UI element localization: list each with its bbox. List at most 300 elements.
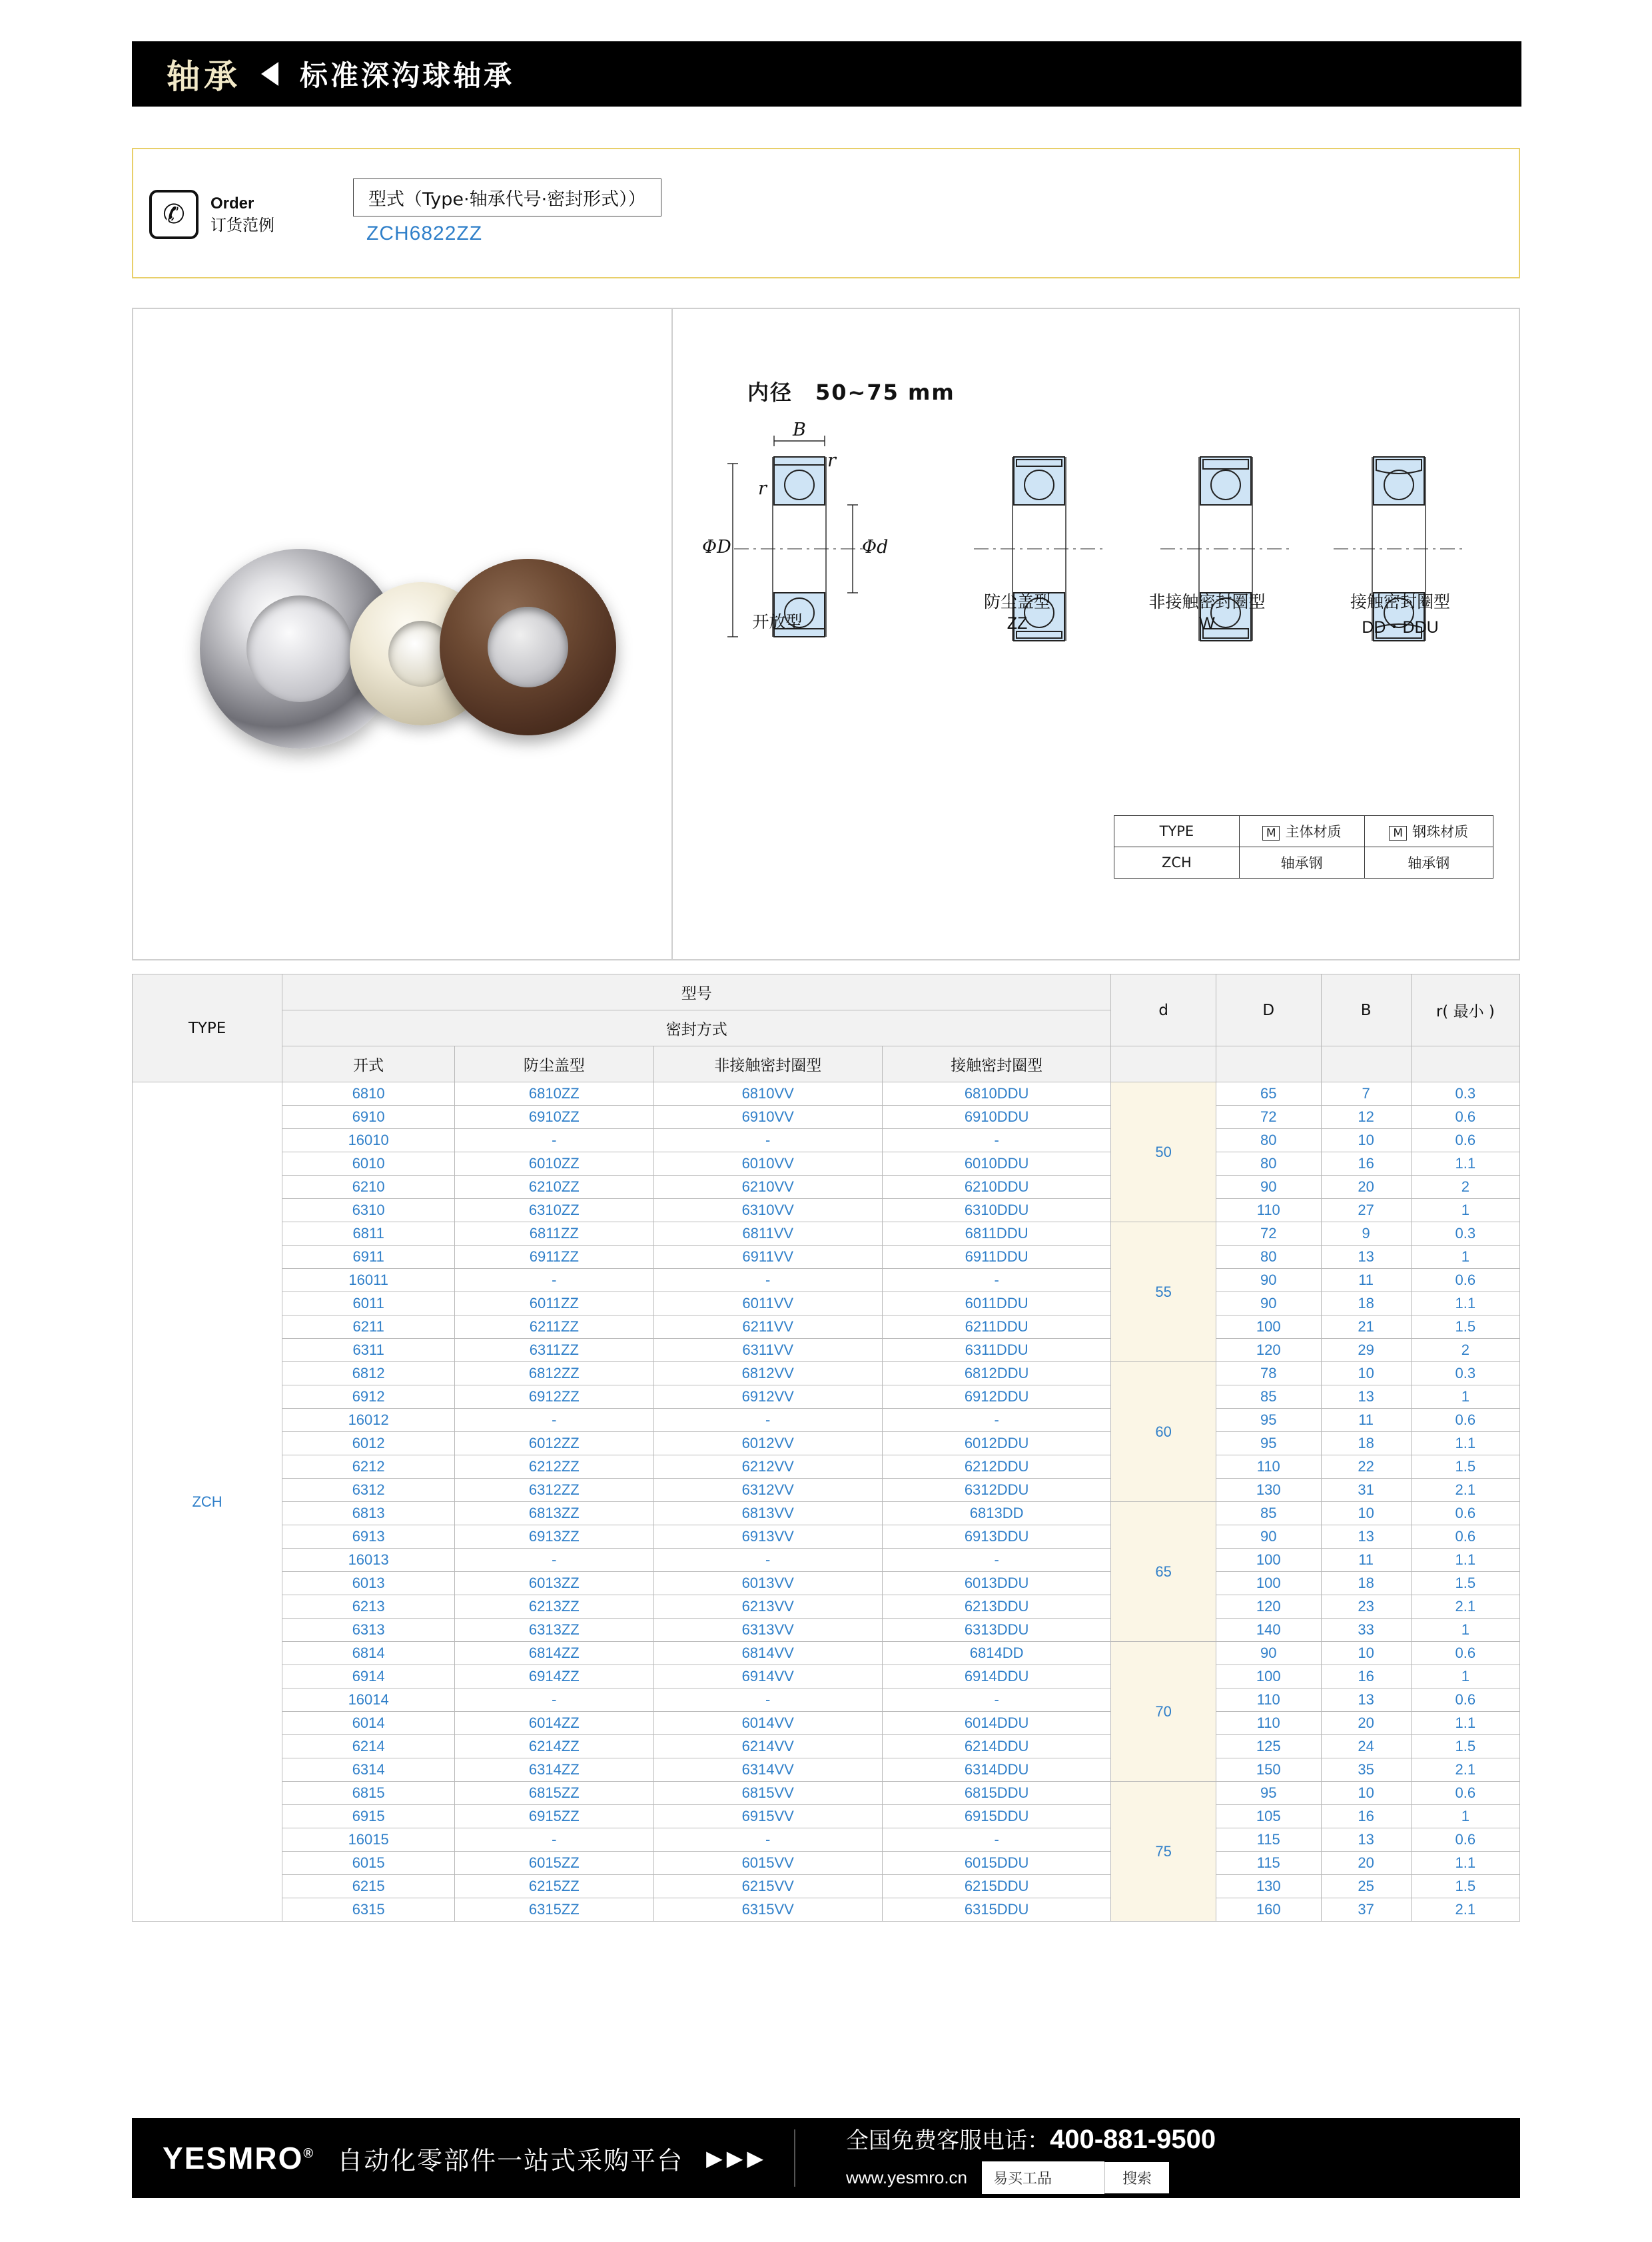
- cell-vv: 6013VV: [653, 1572, 882, 1595]
- diagram-panel: [674, 309, 1520, 959]
- cell-ddu: 6313DDU: [882, 1619, 1110, 1642]
- cell-open: 6913: [282, 1525, 455, 1549]
- cell-D: 105: [1216, 1805, 1321, 1828]
- cell-type: ZCH: [133, 1082, 282, 1922]
- cell-open: 6011: [282, 1292, 455, 1315]
- material-table: [1114, 815, 1493, 879]
- cell-B: 24: [1321, 1735, 1411, 1758]
- cell-B: 9: [1321, 1222, 1411, 1246]
- table-row: [133, 1758, 1520, 1782]
- cell-zz: -: [455, 1688, 653, 1712]
- cell-vv: 6813VV: [653, 1502, 882, 1525]
- cell-vv: 6214VV: [653, 1735, 882, 1758]
- cell-ddu: 6811DDU: [882, 1222, 1110, 1246]
- table-row: [133, 1339, 1520, 1362]
- cell-vv: 6914VV: [653, 1665, 882, 1688]
- footer-tel: [846, 2122, 1216, 2155]
- cell-B: 10: [1321, 1642, 1411, 1665]
- material-row-body: 轴承钢: [1239, 847, 1364, 879]
- cell-B: 33: [1321, 1619, 1411, 1642]
- cell-vv: 6311VV: [653, 1339, 882, 1362]
- footer-slogan: 自动化零部件一站式采购平台: [337, 2145, 684, 2175]
- table-row: [133, 1455, 1520, 1479]
- table-row: [133, 1292, 1520, 1315]
- cell-vv: 6212VV: [653, 1455, 882, 1479]
- table-row: [133, 1735, 1520, 1758]
- table-row: [133, 1269, 1520, 1292]
- cell-zz: 6813ZZ: [455, 1502, 653, 1525]
- cell-zz: 6310ZZ: [455, 1199, 653, 1222]
- cell-open: 16015: [282, 1828, 455, 1852]
- cell-open: 6814: [282, 1642, 455, 1665]
- caption-open: 开放型: [752, 612, 803, 631]
- cell-D: 95: [1216, 1409, 1321, 1432]
- spec-header-row-3: [133, 1046, 1520, 1082]
- footer-search[interactable]: [982, 2161, 1169, 2194]
- table-row: [133, 1688, 1520, 1712]
- cell-ddu: 6213DDU: [882, 1595, 1110, 1619]
- table-row: [133, 1432, 1520, 1455]
- footer-tel-label: 全国免费客服电话：: [845, 2127, 1050, 2154]
- bearing-seal-photo: [440, 559, 616, 735]
- cell-B: 13: [1321, 1688, 1411, 1712]
- cell-d: 65: [1111, 1502, 1216, 1642]
- bearing-photo: [173, 509, 639, 775]
- cell-zz: 6815ZZ: [455, 1782, 653, 1805]
- cell-open: 6314: [282, 1758, 455, 1782]
- cell-D: 100: [1216, 1572, 1321, 1595]
- material-header-body: [1239, 816, 1364, 847]
- cell-D: 130: [1216, 1479, 1321, 1502]
- diagram-caption-dd: [1300, 309, 1500, 682]
- cell-ddu: 6810DDU: [882, 1082, 1110, 1106]
- cell-r: 0.6: [1411, 1129, 1519, 1152]
- cell-vv: 6312VV: [653, 1479, 882, 1502]
- cell-d: 55: [1111, 1222, 1216, 1362]
- cell-D: 100: [1216, 1549, 1321, 1572]
- cell-r: 0.6: [1411, 1106, 1519, 1129]
- cell-D: 80: [1216, 1246, 1321, 1269]
- cell-open: 6312: [282, 1479, 455, 1502]
- cell-B: 10: [1321, 1782, 1411, 1805]
- cell-open: 6810: [282, 1082, 455, 1106]
- cell-r: 2.1: [1411, 1898, 1519, 1922]
- search-input[interactable]: 易买工品: [982, 2161, 1104, 2194]
- cell-r: 1.1: [1411, 1152, 1519, 1176]
- cell-r: 2.1: [1411, 1479, 1519, 1502]
- table-row: [133, 1106, 1520, 1129]
- cell-B: 29: [1321, 1339, 1411, 1362]
- cell-D: 90: [1216, 1269, 1321, 1292]
- cell-ddu: 6212DDU: [882, 1455, 1110, 1479]
- cell-vv: 6215VV: [653, 1875, 882, 1898]
- cell-ddu: 6012DDU: [882, 1432, 1110, 1455]
- brand-name: YESMRO: [163, 2141, 304, 2175]
- cell-B: 20: [1321, 1176, 1411, 1199]
- spec-table-head: [133, 974, 1520, 1082]
- cell-open: 6012: [282, 1432, 455, 1455]
- cell-open: 16014: [282, 1688, 455, 1712]
- cell-D: 110: [1216, 1688, 1321, 1712]
- cell-B: 20: [1321, 1712, 1411, 1735]
- cell-zz: 6911ZZ: [455, 1246, 653, 1269]
- cell-ddu: 6910DDU: [882, 1106, 1110, 1129]
- cell-B: 16: [1321, 1665, 1411, 1688]
- header-B-blank: [1321, 1046, 1411, 1082]
- table-row: [133, 1479, 1520, 1502]
- cell-B: 10: [1321, 1502, 1411, 1525]
- cell-ddu: 6215DDU: [882, 1875, 1110, 1898]
- material-header-body-label: 主体材质: [1285, 824, 1342, 840]
- cell-D: 110: [1216, 1455, 1321, 1479]
- order-label: [210, 193, 274, 236]
- cell-r: 2.1: [1411, 1758, 1519, 1782]
- cell-ddu: 6911DDU: [882, 1246, 1110, 1269]
- cell-ddu: -: [882, 1549, 1110, 1572]
- material-table-header-row: [1114, 816, 1493, 847]
- cell-D: 100: [1216, 1665, 1321, 1688]
- cell-ddu: 6011DDU: [882, 1292, 1110, 1315]
- phone-icon: [149, 190, 199, 239]
- cell-d: 70: [1111, 1642, 1216, 1782]
- cell-open: 6310: [282, 1199, 455, 1222]
- table-row: [133, 1665, 1520, 1688]
- cell-ddu: 6814DD: [882, 1642, 1110, 1665]
- header-r-blank: [1411, 1046, 1519, 1082]
- cell-zz: 6811ZZ: [455, 1222, 653, 1246]
- cell-r: 1.5: [1411, 1735, 1519, 1758]
- cell-B: 11: [1321, 1409, 1411, 1432]
- cell-ddu: 6013DDU: [882, 1572, 1110, 1595]
- cell-vv: 6014VV: [653, 1712, 882, 1735]
- cell-open: 6311: [282, 1339, 455, 1362]
- cell-r: 1: [1411, 1385, 1519, 1409]
- cell-zz: 6914ZZ: [455, 1665, 653, 1688]
- cell-zz: 6210ZZ: [455, 1176, 653, 1199]
- cell-vv: 6810VV: [653, 1082, 882, 1106]
- diagram-caption-w: [1107, 309, 1307, 682]
- cell-B: 12: [1321, 1106, 1411, 1129]
- cell-D: 80: [1216, 1152, 1321, 1176]
- header-zz: 防尘盖型: [455, 1046, 653, 1082]
- header-d: d: [1111, 974, 1216, 1046]
- table-row: [133, 1082, 1520, 1106]
- cell-ddu: -: [882, 1828, 1110, 1852]
- cell-D: 115: [1216, 1852, 1321, 1875]
- cell-B: 18: [1321, 1292, 1411, 1315]
- table-row: [133, 1176, 1520, 1199]
- cell-vv: 6915VV: [653, 1805, 882, 1828]
- cell-B: 13: [1321, 1385, 1411, 1409]
- header-D: D: [1216, 974, 1321, 1046]
- cell-D: 95: [1216, 1432, 1321, 1455]
- cell-open: 6811: [282, 1222, 455, 1246]
- cell-open: 6014: [282, 1712, 455, 1735]
- cell-vv: 6310VV: [653, 1199, 882, 1222]
- cell-zz: 6015ZZ: [455, 1852, 653, 1875]
- cell-B: 16: [1321, 1805, 1411, 1828]
- diagram-caption-open: [694, 309, 861, 682]
- cell-open: 6213: [282, 1595, 455, 1619]
- cell-zz: 6012ZZ: [455, 1432, 653, 1455]
- cell-B: 27: [1321, 1199, 1411, 1222]
- table-row: [133, 1712, 1520, 1735]
- cell-D: 125: [1216, 1735, 1321, 1758]
- cell-D: 120: [1216, 1595, 1321, 1619]
- cell-vv: 6913VV: [653, 1525, 882, 1549]
- cell-zz: 6215ZZ: [455, 1875, 653, 1898]
- cell-ddu: 6310DDU: [882, 1199, 1110, 1222]
- cell-B: 22: [1321, 1455, 1411, 1479]
- cell-D: 110: [1216, 1199, 1321, 1222]
- cell-B: 20: [1321, 1852, 1411, 1875]
- caption-w: 非接触密封圈型: [1148, 592, 1266, 611]
- cell-r: 0.3: [1411, 1222, 1519, 1246]
- cell-r: 1.1: [1411, 1292, 1519, 1315]
- cell-open: 16010: [282, 1129, 455, 1152]
- cell-ddu: 6315DDU: [882, 1898, 1110, 1922]
- cell-vv: 6912VV: [653, 1385, 882, 1409]
- cell-r: 2.1: [1411, 1595, 1519, 1619]
- cell-B: 13: [1321, 1525, 1411, 1549]
- cell-vv: 6314VV: [653, 1758, 882, 1782]
- cell-D: 72: [1216, 1106, 1321, 1129]
- cell-B: 37: [1321, 1898, 1411, 1922]
- header-type: TYPE: [133, 974, 282, 1082]
- cell-open: 6015: [282, 1852, 455, 1875]
- cell-r: 1: [1411, 1619, 1519, 1642]
- cell-ddu: 6210DDU: [882, 1176, 1110, 1199]
- caption-dd: 接触密封圈型: [1350, 592, 1450, 611]
- cell-B: 23: [1321, 1595, 1411, 1619]
- cell-r: 0.6: [1411, 1525, 1519, 1549]
- cell-zz: 6214ZZ: [455, 1735, 653, 1758]
- triangle-icon: [261, 62, 278, 86]
- cell-D: 160: [1216, 1898, 1321, 1922]
- svg-text:ΦD: ΦD: [702, 537, 731, 558]
- spec-header-row-1: [133, 974, 1520, 1010]
- header-d-blank: [1111, 1046, 1216, 1082]
- table-row: [133, 1246, 1520, 1269]
- cell-vv: 6015VV: [653, 1852, 882, 1875]
- page-footer: [132, 2118, 1520, 2198]
- cell-open: 6914: [282, 1665, 455, 1688]
- footer-tel-number: 400-881-9500: [1049, 2125, 1216, 2154]
- m-mark-icon-2: M: [1389, 826, 1407, 841]
- footer-website[interactable]: www.yesmro.cn: [845, 2167, 968, 2187]
- cell-open: 6313: [282, 1619, 455, 1642]
- table-row: [133, 1525, 1520, 1549]
- cell-r: 1: [1411, 1199, 1519, 1222]
- cell-vv: 6210VV: [653, 1176, 882, 1199]
- order-label-cn: 订货范例: [210, 216, 274, 234]
- cell-zz: -: [455, 1129, 653, 1152]
- cell-zz: 6315ZZ: [455, 1898, 653, 1922]
- table-row: [133, 1549, 1520, 1572]
- cell-open: 6211: [282, 1315, 455, 1339]
- cell-vv: 6315VV: [653, 1898, 882, 1922]
- cell-vv: -: [653, 1129, 882, 1152]
- cell-ddu: -: [882, 1409, 1110, 1432]
- cell-r: 1.5: [1411, 1315, 1519, 1339]
- cell-zz: 6213ZZ: [455, 1595, 653, 1619]
- cell-vv: 6213VV: [653, 1595, 882, 1619]
- header-r: r( 最小 ): [1411, 974, 1519, 1046]
- cell-ddu: -: [882, 1688, 1110, 1712]
- cell-zz: 6313ZZ: [455, 1619, 653, 1642]
- cell-vv: -: [653, 1409, 882, 1432]
- cell-D: 85: [1216, 1385, 1321, 1409]
- cell-ddu: 6813DD: [882, 1502, 1110, 1525]
- cell-ddu: 6010DDU: [882, 1152, 1110, 1176]
- spec-table: [132, 974, 1520, 1922]
- cell-vv: 6910VV: [653, 1106, 882, 1129]
- table-row: [133, 1315, 1520, 1339]
- table-row: [133, 1572, 1520, 1595]
- cell-zz: 6010ZZ: [455, 1152, 653, 1176]
- cell-B: 16: [1321, 1152, 1411, 1176]
- cell-open: 6813: [282, 1502, 455, 1525]
- cell-D: 115: [1216, 1828, 1321, 1852]
- cell-zz: 6014ZZ: [455, 1712, 653, 1735]
- svg-text:B: B: [793, 420, 806, 440]
- svg-text:r: r: [758, 478, 767, 499]
- cell-zz: -: [455, 1409, 653, 1432]
- bore-range-label: 内径 50~75 mm: [747, 380, 955, 405]
- cell-D: 130: [1216, 1875, 1321, 1898]
- table-row: [133, 1385, 1520, 1409]
- cell-ddu: 6915DDU: [882, 1805, 1110, 1828]
- cell-B: 10: [1321, 1362, 1411, 1385]
- cell-zz: 6013ZZ: [455, 1572, 653, 1595]
- order-type-format: 型式（Type·轴承代号·密封形式））: [353, 179, 661, 216]
- cell-vv: 6815VV: [653, 1782, 882, 1805]
- cell-D: 90: [1216, 1642, 1321, 1665]
- cell-vv: 6812VV: [653, 1362, 882, 1385]
- page-header: [132, 41, 1521, 107]
- header-model: 型号: [282, 974, 1111, 1010]
- table-row: [133, 1152, 1520, 1176]
- header-vv: 非接触密封圈型: [653, 1046, 882, 1082]
- cell-vv: 6211VV: [653, 1315, 882, 1339]
- cell-vv: -: [653, 1549, 882, 1572]
- cell-zz: 6311ZZ: [455, 1339, 653, 1362]
- cell-ddu: 6913DDU: [882, 1525, 1110, 1549]
- cell-zz: 6814ZZ: [455, 1642, 653, 1665]
- cell-vv: 6011VV: [653, 1292, 882, 1315]
- cell-r: 0.6: [1411, 1642, 1519, 1665]
- cell-d: 50: [1111, 1082, 1216, 1222]
- table-row: [133, 1642, 1520, 1665]
- table-row: [133, 1129, 1520, 1152]
- cell-B: 10: [1321, 1129, 1411, 1152]
- header-ddu: 接触密封圈型: [882, 1046, 1110, 1082]
- cell-open: 6910: [282, 1106, 455, 1129]
- cell-vv: -: [653, 1269, 882, 1292]
- cell-B: 11: [1321, 1549, 1411, 1572]
- brand-logo: [163, 2140, 314, 2176]
- cell-open: 6214: [282, 1735, 455, 1758]
- cell-r: 0.6: [1411, 1409, 1519, 1432]
- cell-B: 25: [1321, 1875, 1411, 1898]
- table-row: [133, 1199, 1520, 1222]
- cell-D: 140: [1216, 1619, 1321, 1642]
- cell-open: 6013: [282, 1572, 455, 1595]
- cell-vv: 6811VV: [653, 1222, 882, 1246]
- cell-D: 90: [1216, 1292, 1321, 1315]
- cell-open: 6915: [282, 1805, 455, 1828]
- order-example-box: [132, 148, 1520, 278]
- table-row: [133, 1595, 1520, 1619]
- header-D-blank: [1216, 1046, 1321, 1082]
- arrows-icon: ▶▶▶: [706, 2146, 767, 2170]
- material-row-type: ZCH: [1114, 847, 1240, 879]
- cell-B: 13: [1321, 1828, 1411, 1852]
- cell-vv: 6911VV: [653, 1246, 882, 1269]
- cell-r: 0.3: [1411, 1362, 1519, 1385]
- spec-table-body: [133, 1082, 1520, 1922]
- caption-zz: 防尘盖型: [983, 592, 1050, 611]
- cell-B: 18: [1321, 1572, 1411, 1595]
- cell-D: 90: [1216, 1176, 1321, 1199]
- search-button[interactable]: 搜索: [1104, 2162, 1169, 2193]
- cell-ddu: 6914DDU: [882, 1665, 1110, 1688]
- cell-d: 60: [1111, 1362, 1216, 1502]
- cell-D: 80: [1216, 1129, 1321, 1152]
- cell-ddu: 6214DDU: [882, 1735, 1110, 1758]
- cell-r: 1: [1411, 1805, 1519, 1828]
- table-row: [133, 1222, 1520, 1246]
- cell-vv: 6010VV: [653, 1152, 882, 1176]
- header-badge: 轴承: [167, 57, 241, 96]
- cell-ddu: 6314DDU: [882, 1758, 1110, 1782]
- cell-ddu: 6815DDU: [882, 1782, 1110, 1805]
- cell-r: 1.5: [1411, 1875, 1519, 1898]
- header-seal: 密封方式: [282, 1010, 1111, 1046]
- cell-r: 1.1: [1411, 1549, 1519, 1572]
- table-row: [133, 1805, 1520, 1828]
- table-row: [133, 1875, 1520, 1898]
- cell-ddu: 6312DDU: [882, 1479, 1110, 1502]
- cell-r: 0.6: [1411, 1828, 1519, 1852]
- cell-ddu: 6211DDU: [882, 1315, 1110, 1339]
- cell-vv: 6012VV: [653, 1432, 882, 1455]
- cell-r: 1.5: [1411, 1455, 1519, 1479]
- m-mark-icon: M: [1262, 826, 1280, 841]
- cell-ddu: -: [882, 1129, 1110, 1152]
- order-example-code: ZCH6822ZZ: [366, 222, 483, 244]
- cell-ddu: 6912DDU: [882, 1385, 1110, 1409]
- figure-panel: [132, 308, 1520, 960]
- material-table-row: [1114, 847, 1493, 879]
- cell-r: 0.3: [1411, 1082, 1519, 1106]
- cell-D: 100: [1216, 1315, 1321, 1339]
- cell-open: 6010: [282, 1152, 455, 1176]
- cell-ddu: 6015DDU: [882, 1852, 1110, 1875]
- material-header-ball: [1364, 816, 1493, 847]
- material-row-ball: 轴承钢: [1364, 847, 1493, 879]
- cell-vv: -: [653, 1828, 882, 1852]
- cell-B: 11: [1321, 1269, 1411, 1292]
- cell-open: 6812: [282, 1362, 455, 1385]
- cell-zz: 6913ZZ: [455, 1525, 653, 1549]
- footer-site-row: [819, 2161, 1216, 2194]
- cell-D: 90: [1216, 1525, 1321, 1549]
- cell-D: 120: [1216, 1339, 1321, 1362]
- footer-tel-row: [819, 2122, 1216, 2155]
- cell-open: 16011: [282, 1269, 455, 1292]
- cell-open: 6215: [282, 1875, 455, 1898]
